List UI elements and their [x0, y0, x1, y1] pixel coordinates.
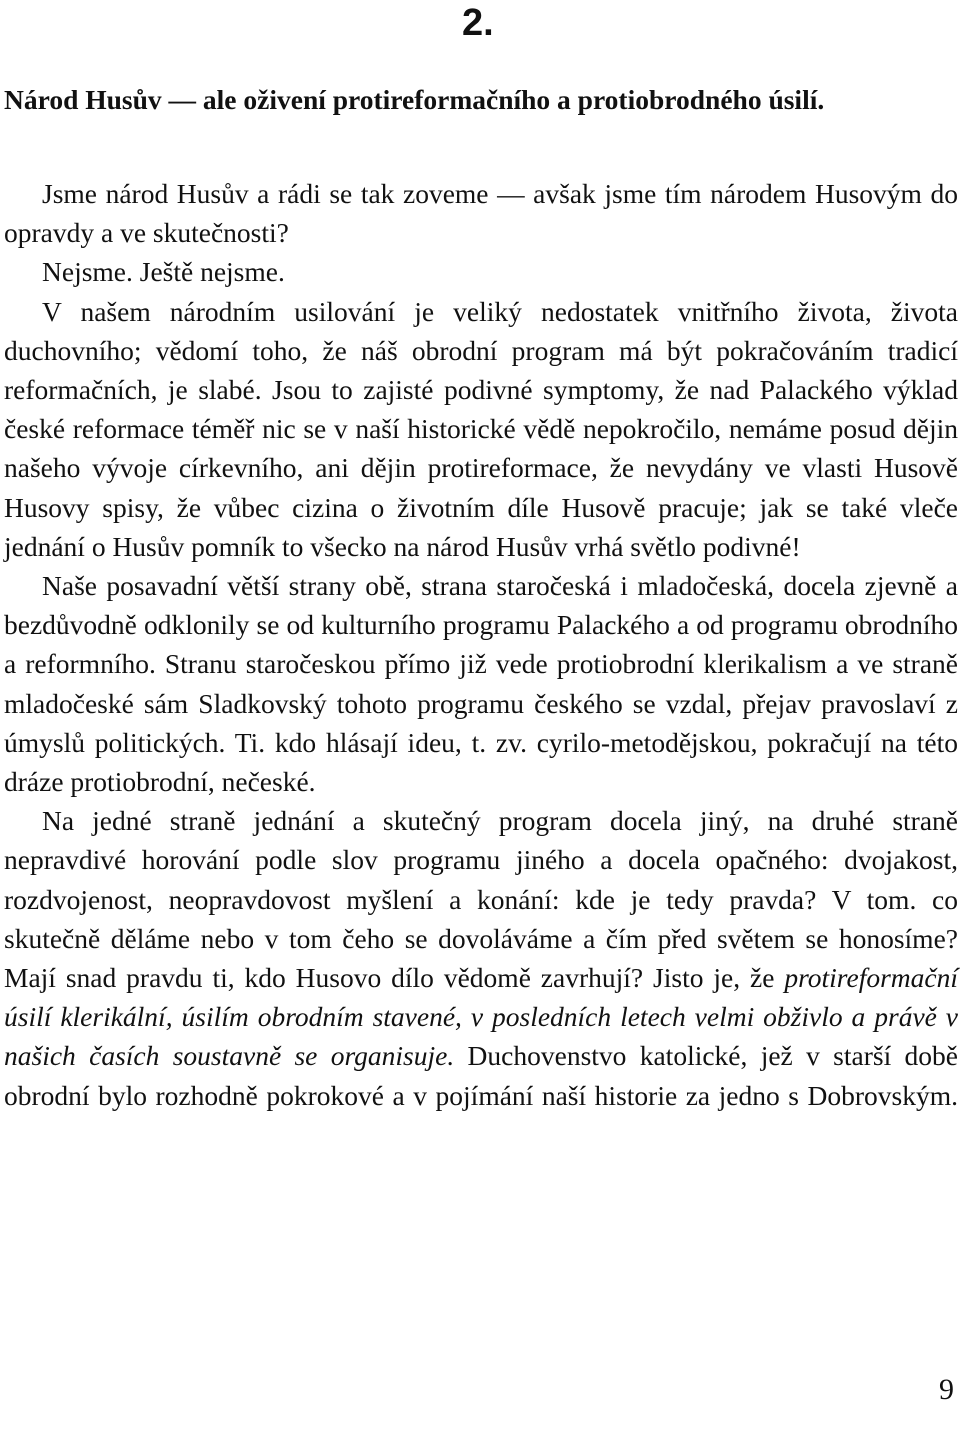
chapter-heading: Národ Husův — ale oživení protireformačního a protiobrodného úsilí.: [4, 84, 825, 115]
paragraph: [4, 801, 958, 1115]
emphasized-text: protireformační úsilí klerikální, úsilím obrodním stavené, v posledních letech velmi obživlo a právě v našich časích soustavně se organisuje.: [4, 962, 958, 1072]
paragraph-text: Duchovenstvo katolické, jež v starší době obrodní bylo rozhodně pokrokové a v pojímání naší historie za jedno s Dobrovským.: [4, 1040, 958, 1111]
paragraph: Jsme národ Husův a rádi se tak zoveme — avšak jsme tím národem Husovým do opravdy a ve skutečnosti?: [4, 178, 958, 249]
chapter-number: 2.: [462, 2, 494, 44]
page-number: 9: [939, 1373, 954, 1406]
body-text: [4, 174, 958, 1115]
paragraph-text: Na jedné straně jednání a skutečný program docela jiný, na druhé straně nepravdivé horování podle slov programu jiného a docela opačného: dvojakost, rozdvojenost, neopravdovost myšlení a konání: kde je tedy pravda? V tom. co skutečně děláme nebo v tom čeho se dovoláváme a čím před světem se honosíme? Mají snad pravdu ti, kdo Husovo dílo vědomě zavrhují? Jisto je, že: [4, 805, 958, 994]
paragraph: Nejsme. Ještě nejsme.: [42, 256, 285, 288]
paragraph: Naše posavadní větší strany obě, strana staročeská i mladočeská, docela zjevně a bezdůvodně odklonily se od kulturního programu Palackého a od programu obrodního a reformního. Stranu staročeskou přímo již vede protiobrodní klerikalism a ve straně mladočeské sám Sladkovský tohoto programu českého se vzdal, přejav pravoslaví z úmyslů politických. Ti. kdo hlásají ideu, t. zv. cyrilo-metodějskou, pokračují na této dráze protiobrodní, nečeské.: [4, 570, 958, 798]
paragraph: V našem národním usilování je veliký nedostatek vnitřního života, života duchovního; vědomí toho, že náš obrodní program má být pokračováním tradicí reformačních, je slabé. Jsou to zajisté podivné symptomy, že nad Palackého výklad české reformace téměř nic se v naší historické vědě nepokročilo, nemáme posud dějin našeho vývoje církevního, ani dějin protireformace, že nevydány ve vlasti Husově Husovy spisy, že vůbec cizina o životním díle Husově pracuje; jak se také vleče jednání o Husův pomník to všecko na národ Husův vrhá světlo podivné!: [4, 295, 958, 562]
